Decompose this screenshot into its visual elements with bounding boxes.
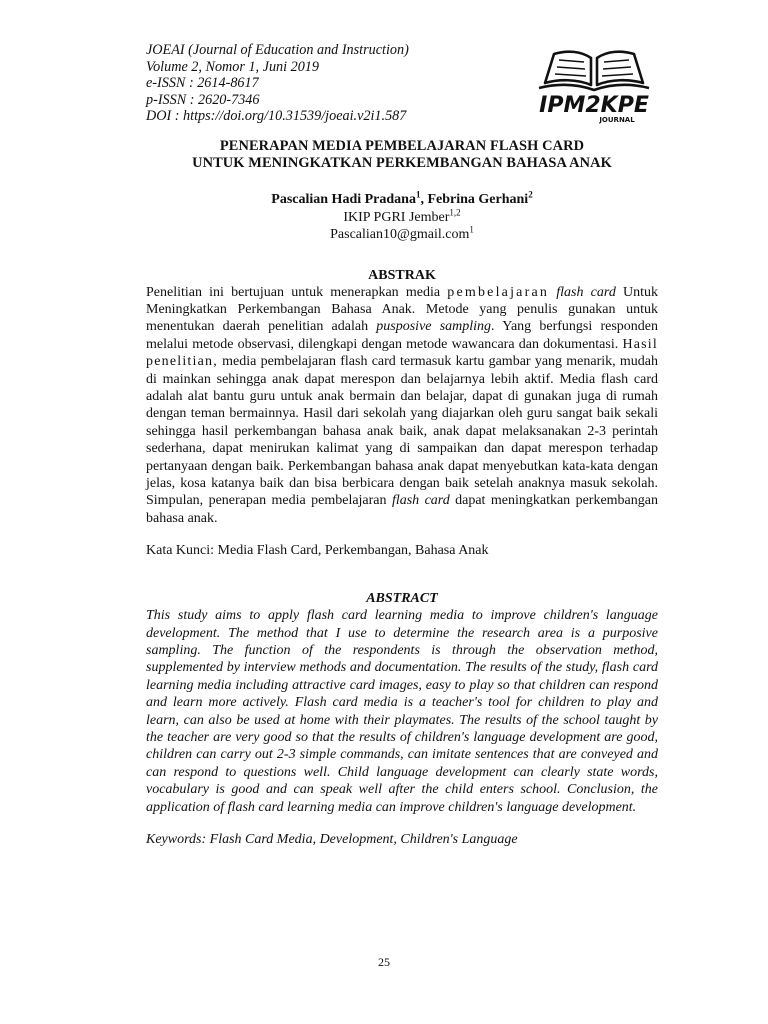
page-number: 25 [378,955,390,969]
author-1: Pascalian Hadi Pradana [271,192,416,207]
svg-text:JOURNAL: JOURNAL [599,116,635,124]
paper-title [146,138,658,172]
abstrak-body: Penelitian ini bertujuan untuk menerapkan media pembelajaran flash card Untuk Meningkatkan Perkembangan Bahasa Anak. Metode yang penulis gunakan untuk menentukan daerah penelitian adalah pusposive sampling. Yang berfungsi responden melalui metode observasi, dilengkapi dengan metode wawancara dan dokumentasi. Hasil penelitian, media pembelajaran flash card termasuk kartu gambar yang menarik, mudah di mainkan sehingga anak dapat merespon dan belajarnya lebih aktif. Media flash card adalah alat bantu guru untuk anak bermain dan belajar, dapat di gunakan juga di rumah dengan teman bermainnya. Hasil dari sekolah yang diajarkan oleh guru sangat baik sekali sehingga hasil perkembangan bahasa anak baik, anak dapat melaksanakan 2-3 perintah sederhana, dapat menirukan kalimat yang di sampaikan dan dapat merespon terhadap pertanyaan dengan baik. Perkembangan bahasa anak dapat menyebutkan kata-kata dengan jelas, kosa katanya baik dan bisa berbicara dengan baik setelah anaknya masuk sekolah. Simpulan, penerapan media pembelajaran flash card dapat meningkatkan perkembangan bahasa anak. [146,284,659,526]
kata-kunci: Kata Kunci: Media Flash Card, Perkembangan, Bahasa Anak [146,543,489,559]
title-line-1: PENERAPAN MEDIA PEMBELAJARAN FLASH CARD [219,138,585,154]
author-email[interactable]: Pascalian10@gmail.com$^1$ [330,224,474,242]
journal-name: JOEAI (Journal of Education and Instruction) [146,42,409,58]
svg-text:IPM2KPE: IPM2KPE [539,93,649,118]
journal-doi[interactable]: DOI : https://doi.org/10.31539/joeai.v2i1.587 [146,108,407,125]
title-line-2: UNTUK MENINGKATKAN PERKEMBANGAN BAHASA ANAK [192,155,612,171]
journal-volume: Volume 2, Nomor 1, Juni 2019 [146,58,319,75]
abstract-body: This study aims to apply flash card learning media to improve children's language development. The method that I use to determine the research area is a purposive sampling. The function of the respondents is through the observation method, supplemented by interview methods and documentation. The results of the study, flash card learning media including attractive card images, easy to play so that children can respond and learn more actively. Flash card media is a teacher's tool for children to play and learn, can also be used at home with their playmates. The results of the school taught by the teacher are very good so that the results of children's language development are good, children can carry out 2-3 simple commands, can imitate sentences that are conveyed and can respond to questions well. Child language development can clearly state words, vocabulary is good and can speak well after the child enters school. Conclusion, the application of flash card learning media can improve children's language development. [146,608,658,815]
affiliation: IKIP PGRI Jember$^{1,2}$ [343,206,461,225]
abstract-heading: ABSTRACT [366,591,438,607]
keywords: Keywords: Flash Card Media, Development, Children's Language [146,832,518,848]
author-names: Pascalian Hadi Pradana$^1$, Febrina Gerhani$^2$ [271,189,533,207]
author-2: Febrina Gerhani [427,192,529,207]
abstrak-heading: ABSTRAK [368,267,436,283]
journal-pissn: p-ISSN : 2620-7346 [146,91,260,108]
paper-page [146,42,658,848]
page-header [146,42,658,124]
journal-logo [529,46,659,124]
journal-eissn: e-ISSN : 2614-8617 [146,75,259,92]
authors-block [146,191,658,244]
